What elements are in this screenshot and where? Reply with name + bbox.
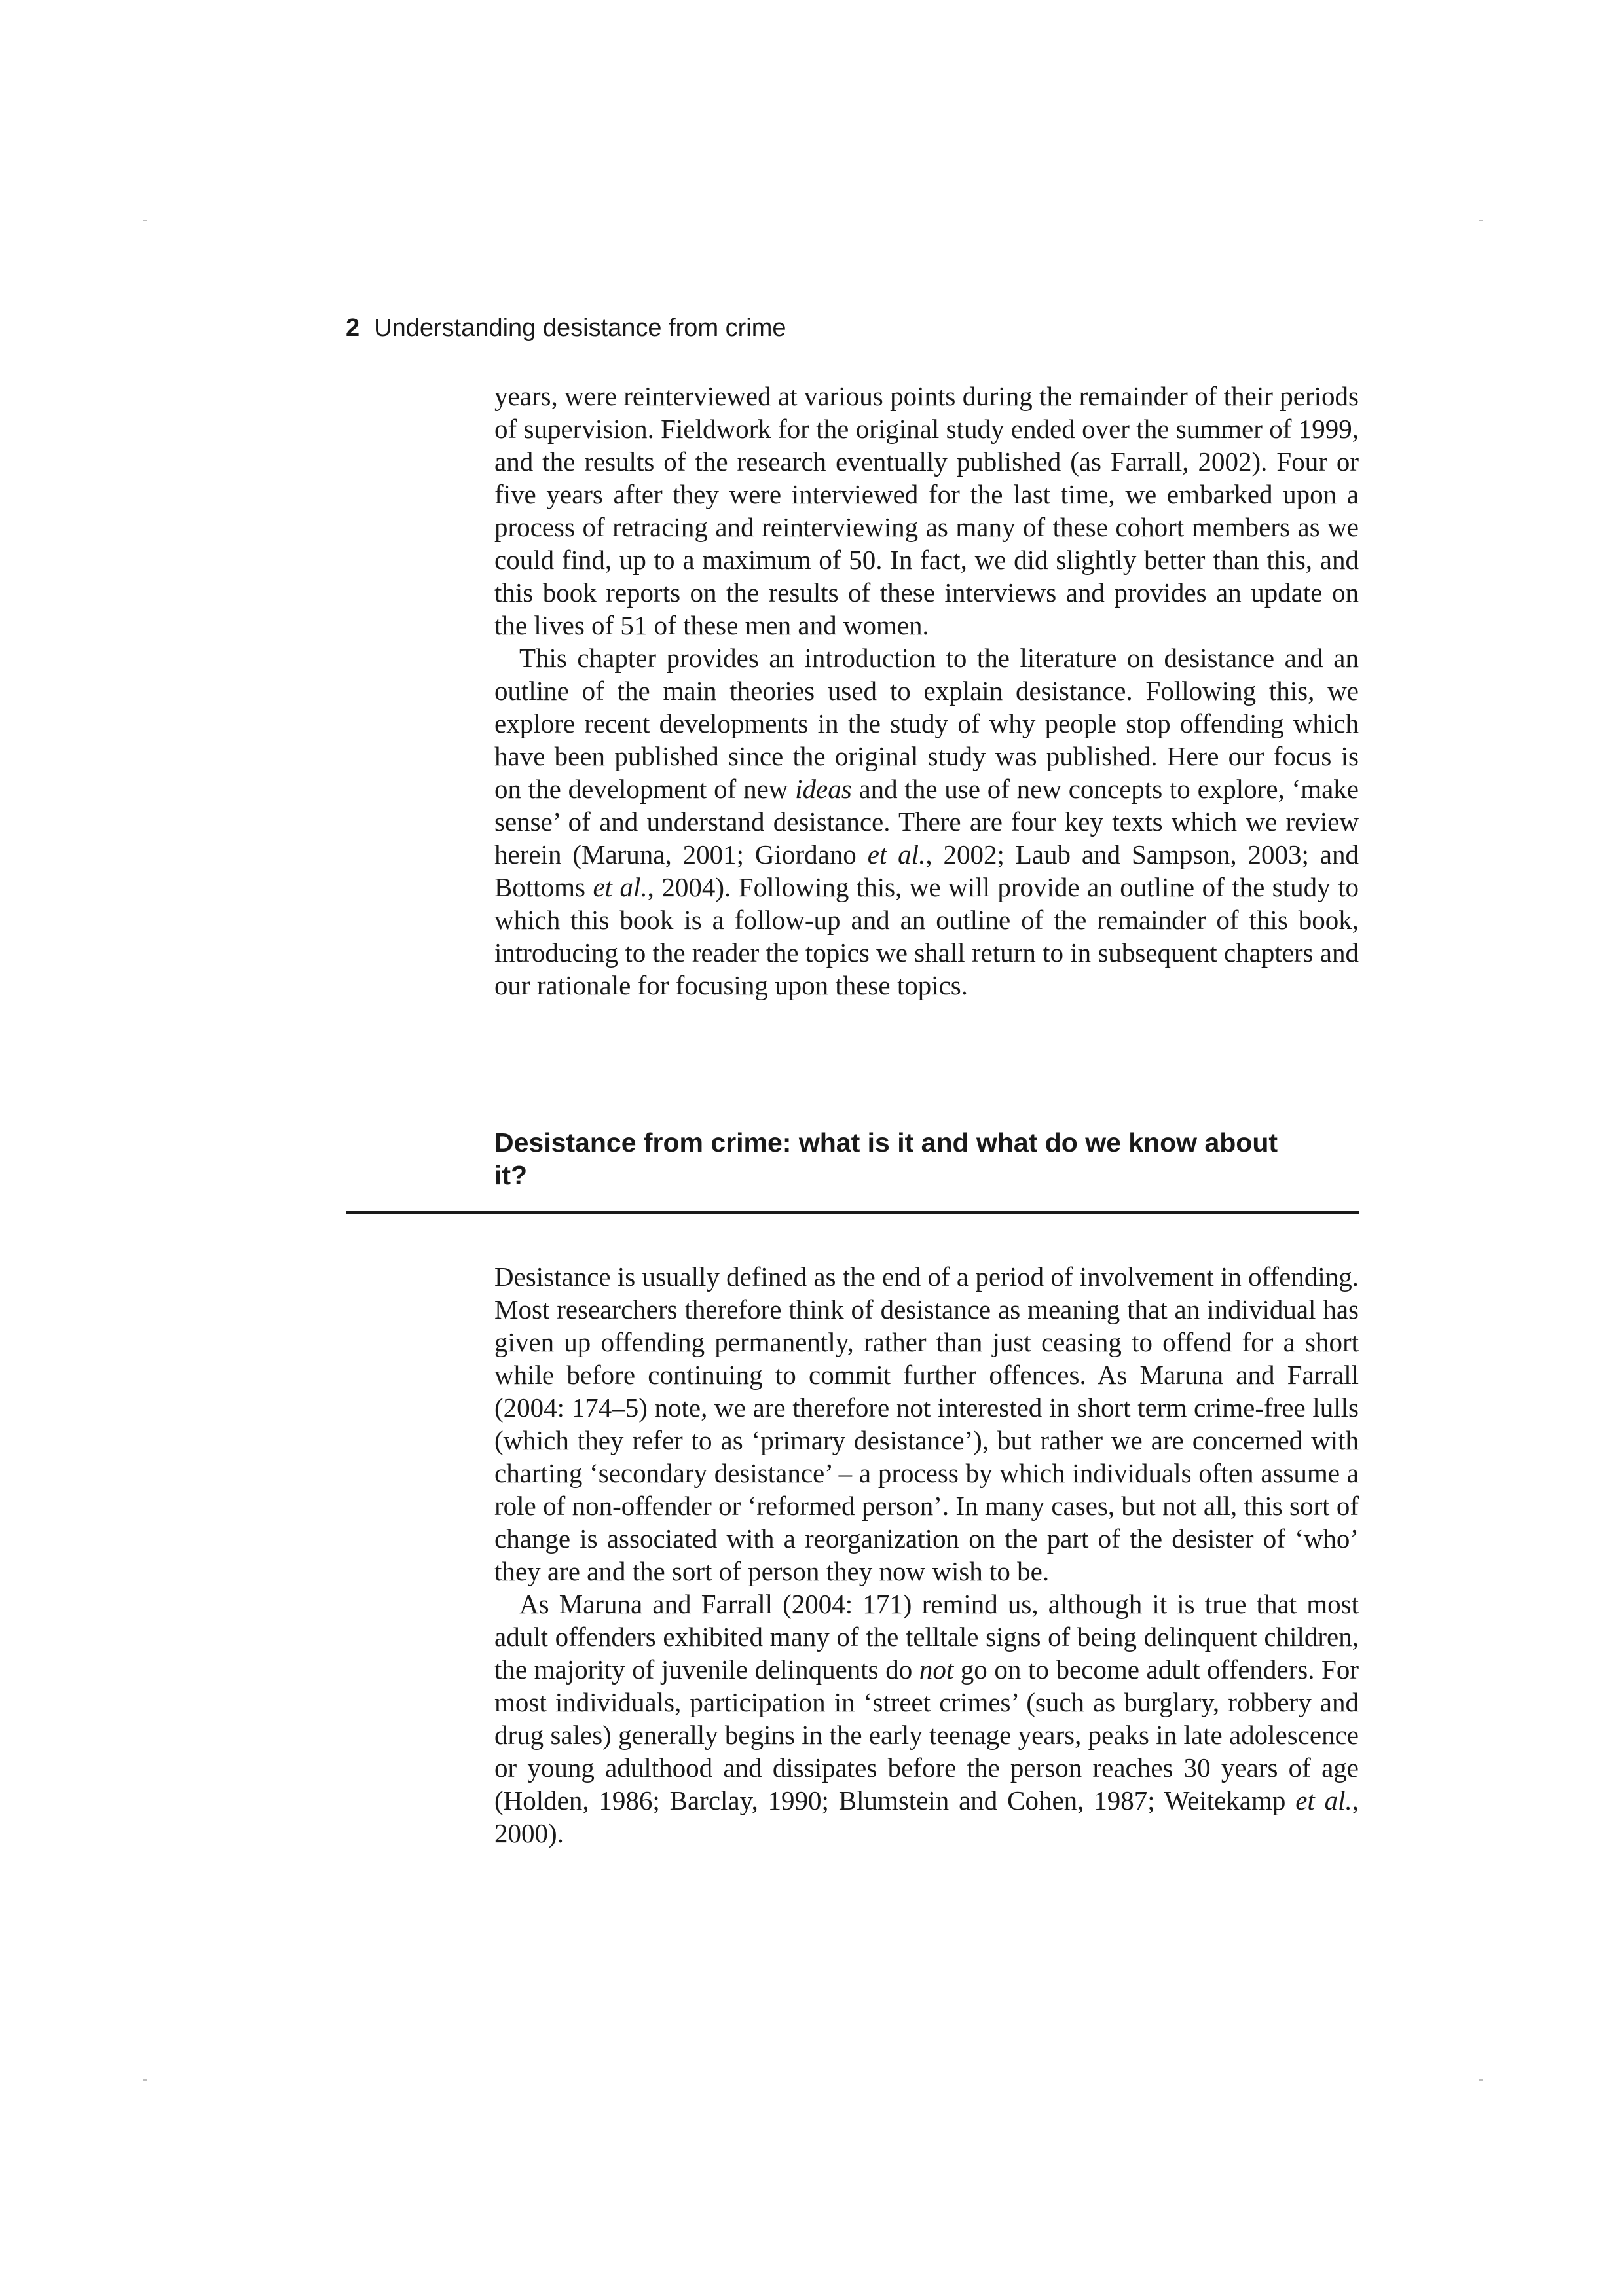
crop-mark-top-left	[143, 220, 147, 221]
paragraph: This chapter provides an introduction to the literature on desistance and an outline of the main theories used to explain desistance. Following this, we explore recent developments in the study of why people stop offending which have been published since the original study was published. Here our focus is on the development of new ideas and the use of new concepts to explore, ‘make sense’ of and understand desistance. There are four key texts which we review herein (Maruna, 2001; Giordano et al., 2002; Laub and Sampson, 2003; and Bottoms et al., 2004). Following this, we will provide an outline of the study to which this book is a follow-up and an outline of the remainder of this book, introducing to the reader the topics we shall return to in subsequent chapters and our rationale for focusing upon these topics.	[494, 643, 1359, 1000]
section-rule	[346, 1211, 1359, 1214]
crop-mark-top-right	[1479, 220, 1483, 221]
running-title: Understanding desistance from crime	[374, 314, 786, 342]
emphasis: not	[919, 1654, 954, 1685]
paragraph: Desistance is usually defined as the end of a period of involvement in offending. Most researchers therefore think of desistance as meaning that an individual has given up offending permanently, rather than just ceasing to offend for a short while before continuing to commit further offences. As Maruna and Farrall (2004: 174–5) note, we are therefore not interested in short term crime-free lulls (which they refer to as ‘primary desistance’), but rather we are concerned with charting ‘secondary desistance’ – a process by which individuals often assume a role of non-offender or ‘reformed person’. In many cases, but not all, this sort of change is associated with a reorganization on the part of the desister of ‘who’ they are and the sort of person they now wish to be.	[494, 1262, 1359, 1586]
crop-mark-bottom-right	[1479, 2079, 1483, 2081]
emphasis: et al.	[593, 872, 648, 902]
intro-text-block	[494, 380, 1359, 1002]
section-heading: Desistance from crime: what is it and what do we know about it?	[494, 1127, 1278, 1190]
running-head	[346, 313, 786, 343]
emphasis: et al.	[1295, 1785, 1352, 1815]
emphasis: et al.	[867, 839, 926, 869]
section-text-block	[494, 1260, 1359, 1850]
paragraph: years, were reinterviewed at various points during the remainder of their periods of supervision. Fieldwork for the original study ended over the summer of 1999, and the results of the research eventually published (as Farrall, 2002). Four or five years after they were interviewed for the last time, we embarked upon a process of retracing and reinterviewing as many of these cohort members as we could find, up to a maximum of 50. In fact, we did slightly better than this, and this book reports on the results of these interviews and provides an update on the lives of 51 of these men and women.	[494, 381, 1359, 640]
emphasis: ideas	[795, 774, 852, 804]
paragraph: As Maruna and Farrall (2004: 171) remind us, although it is true that most adult offenders exhibited many of the telltale signs of being delinquent children, the majority of juvenile delinquents do not go on to become adult offenders. For most individuals, participation in ‘street crimes’ (such as burglary, robbery and drug sales) generally begins in the early teenage years, peaks in late adolescence or young adulthood and dissipates before the person reaches 30 years of age (Holden, 1986; Barclay, 1990; Blumstein and Cohen, 1987; Weitekamp et al., 2000).	[494, 1589, 1359, 1848]
crop-mark-bottom-left	[143, 2079, 147, 2081]
page-number: 2	[346, 314, 360, 342]
